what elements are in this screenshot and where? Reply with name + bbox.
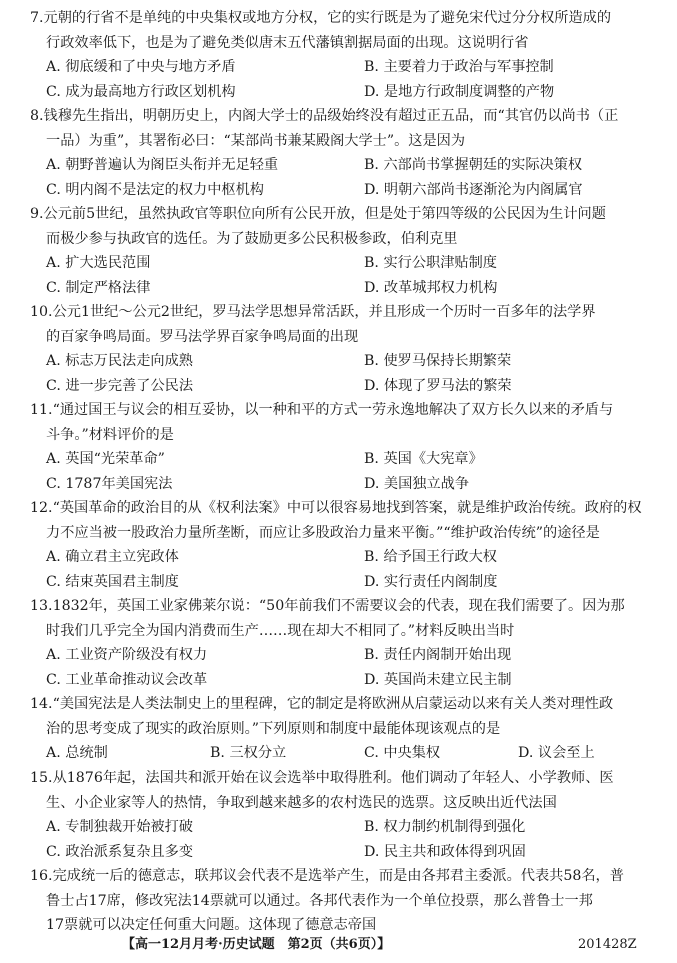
- question-text: 一品）为重”，其署衔必曰：“某部尚书兼某殿阁大学士”。这是因为: [46, 132, 466, 149]
- question-8: [30, 104, 658, 202]
- question-10: [30, 300, 658, 398]
- option-d: D. 是地方行政制度调整的产物: [364, 83, 555, 100]
- option-c: C. 进一步完善了公民法: [46, 377, 194, 394]
- option-a: A. 确立君主立宪政体: [46, 549, 179, 565]
- option-d: D. 改革城邦权力机构: [364, 279, 498, 296]
- option-b: B. 实行公职津贴制度: [364, 255, 497, 271]
- option-b: B. 使罗马保持长期繁荣: [364, 353, 512, 369]
- option-a: A. 工业资产阶级没有权力: [46, 647, 208, 663]
- question-11: [30, 398, 658, 496]
- question-text: 8.钱穆先生指出，明朝历史上，内阁大学士的品级始终没有超过正五品，而“其官仍以尚书（正: [30, 108, 619, 124]
- option-row: [30, 741, 658, 766]
- question-15: [30, 766, 658, 864]
- option-b: B. 英国《大宪章》: [364, 451, 483, 467]
- option-row: [30, 643, 658, 668]
- page-footer: [0, 933, 677, 957]
- option-a: A. 扩大选民范围: [46, 255, 151, 271]
- option-b: B. 三权分立: [210, 745, 287, 761]
- option-a: A. 英国“光荣革命”: [46, 451, 165, 467]
- option-c: C. 1787年美国宪法: [46, 475, 173, 492]
- question-12: [30, 496, 658, 594]
- question-text: 力不应当被一股政治力量所垄断，而应让多股政治力量来平衡。”“维护政治传统”的途径是: [46, 524, 600, 541]
- question-text: 行政效率低下，也是为了避免类似唐末五代藩镇割据局面的出现。这说明行省: [46, 34, 529, 51]
- option-c: C. 工业革命推动议会改革: [46, 671, 208, 688]
- option-row: [30, 374, 658, 399]
- question-text: 而极少参与执政官的选任。为了鼓励更多公民积极参政，伯利克里: [46, 230, 458, 247]
- question-text: 鲁士占17席，修改宪法14票就可以通过。各邦代表作为一个单位投票，那么普鲁士一邦: [46, 892, 593, 909]
- option-a: A. 总统制: [46, 745, 108, 761]
- question-7: [30, 6, 658, 104]
- option-row: [30, 80, 658, 105]
- question-text: 10.公元1世纪～公元2世纪，罗马法学思想异常活跃，并且形成一个历时一百多年的法学界: [30, 304, 596, 320]
- question-text: 斗争。”材料评价的是: [46, 426, 174, 443]
- question-16: [30, 864, 658, 938]
- option-d: D. 英国尚未建立民主制: [364, 671, 512, 688]
- option-d: D. 议会至上: [518, 745, 595, 761]
- option-a: A. 彻底缓和了中央与地方矛盾: [46, 59, 236, 75]
- option-row: [30, 815, 658, 840]
- option-row: [30, 570, 658, 595]
- option-d: D. 美国独立战争: [364, 475, 470, 492]
- question-text: 13.1832年，英国工业家佛莱尔说：“50年前我们不需要议会的代表，现在我们需要了。因为那: [30, 598, 625, 614]
- option-c: C. 成为最高地方行政区划机构: [46, 83, 236, 100]
- option-b: B. 责任内阁制开始出现: [364, 647, 512, 663]
- option-row: [30, 472, 658, 497]
- option-row: [30, 349, 658, 374]
- option-row: [30, 178, 658, 203]
- option-row: [30, 668, 658, 693]
- question-text: 11.“通过国王与议会的相互妥协，以一种和平的方式一劳永逸地解决了双方长久以来的矛盾与: [30, 402, 614, 418]
- option-a: A. 朝野普遍认为阁臣头衔并无足轻重: [46, 157, 279, 173]
- question-text: 生、小企业家等人的热情，争取到越来越多的农村选民的选票。这反映出近代法国: [46, 794, 557, 811]
- option-a: A. 标志万民法走向成熟: [46, 353, 193, 369]
- option-c: C. 制定严格法律: [46, 279, 151, 296]
- question-9: [30, 202, 658, 300]
- option-row: [30, 447, 658, 472]
- question-text: 15.从1876年起，法国共和派开始在议会选举中取得胜利。他们调动了年轻人、小学教师、医: [30, 770, 614, 786]
- question-text: 时我们几乎完全为国内消费而生产……现在却大不相同了。”材料反映出当时: [46, 622, 515, 639]
- option-b: B. 权力制约机制得到强化: [364, 819, 526, 835]
- option-d: D. 实行责任内阁制度: [364, 573, 498, 590]
- option-row: [30, 545, 658, 570]
- question-text: 16.完成统一后的德意志，联邦议会代表不是选举产生，而是由各邦君主委派。代表共58名，普: [30, 868, 624, 884]
- option-c: C. 政治派系复杂且多变: [46, 843, 194, 860]
- question-text: 的百家争鸣局面。罗马法学界百家争鸣局面的出现: [46, 328, 359, 345]
- option-b: B. 六部尚书掌握朝廷的实际决策权: [364, 157, 583, 173]
- footer-code: 201428Z: [578, 937, 637, 952]
- question-text: 17票就可以决定任何重大问题。这体现了德意志帝国: [46, 917, 377, 933]
- option-b: B. 给予国王行政大权: [364, 549, 497, 565]
- question-text: 治的思考变成了现实的政治原则。”下列原则和制度中最能体现该观点的是: [46, 720, 501, 737]
- question-text: 7.元朝的行省不是单纯的中央集权或地方分权，它的实行既是为了避免宋代过分分权所造成的: [30, 10, 612, 26]
- option-row: [30, 55, 658, 80]
- option-row: [30, 840, 658, 865]
- question-14: [30, 692, 658, 766]
- option-c: C. 明内阁不是法定的权力中枢机构: [46, 181, 264, 198]
- option-d: D. 明朝六部尚书逐渐沦为内阁属官: [364, 181, 583, 198]
- option-row: [30, 251, 658, 276]
- option-row: [30, 153, 658, 178]
- option-b: B. 主要着力于政治与军事控制: [364, 59, 554, 75]
- option-c: C. 结束英国君主制度: [46, 573, 179, 590]
- option-a: A. 专制独裁开始被打破: [46, 819, 193, 835]
- option-d: D. 体现了罗马法的繁荣: [364, 377, 512, 394]
- question-text: 14.“美国宪法是人类法制史上的里程碑，它的制定是将欧洲从启蒙运动以来有关人类对理性政: [30, 696, 614, 712]
- footer-title: 【高一12月月考·历史试题 第2页（共6页）】: [122, 937, 391, 952]
- option-row: [30, 276, 658, 301]
- option-d: D. 民主共和政体得到巩固: [364, 843, 526, 860]
- question-text: 9.公元前5世纪，虽然执政官等职位向所有公民开放，但是处于第四等级的公民因为生计问题: [30, 206, 606, 222]
- option-c: C. 中央集权: [364, 745, 441, 761]
- question-13: [30, 594, 658, 692]
- question-text: 12.“英国革命的政治目的从《权利法案》中可以很容易地找到答案，就是维护政治传统。政府的权: [30, 500, 642, 516]
